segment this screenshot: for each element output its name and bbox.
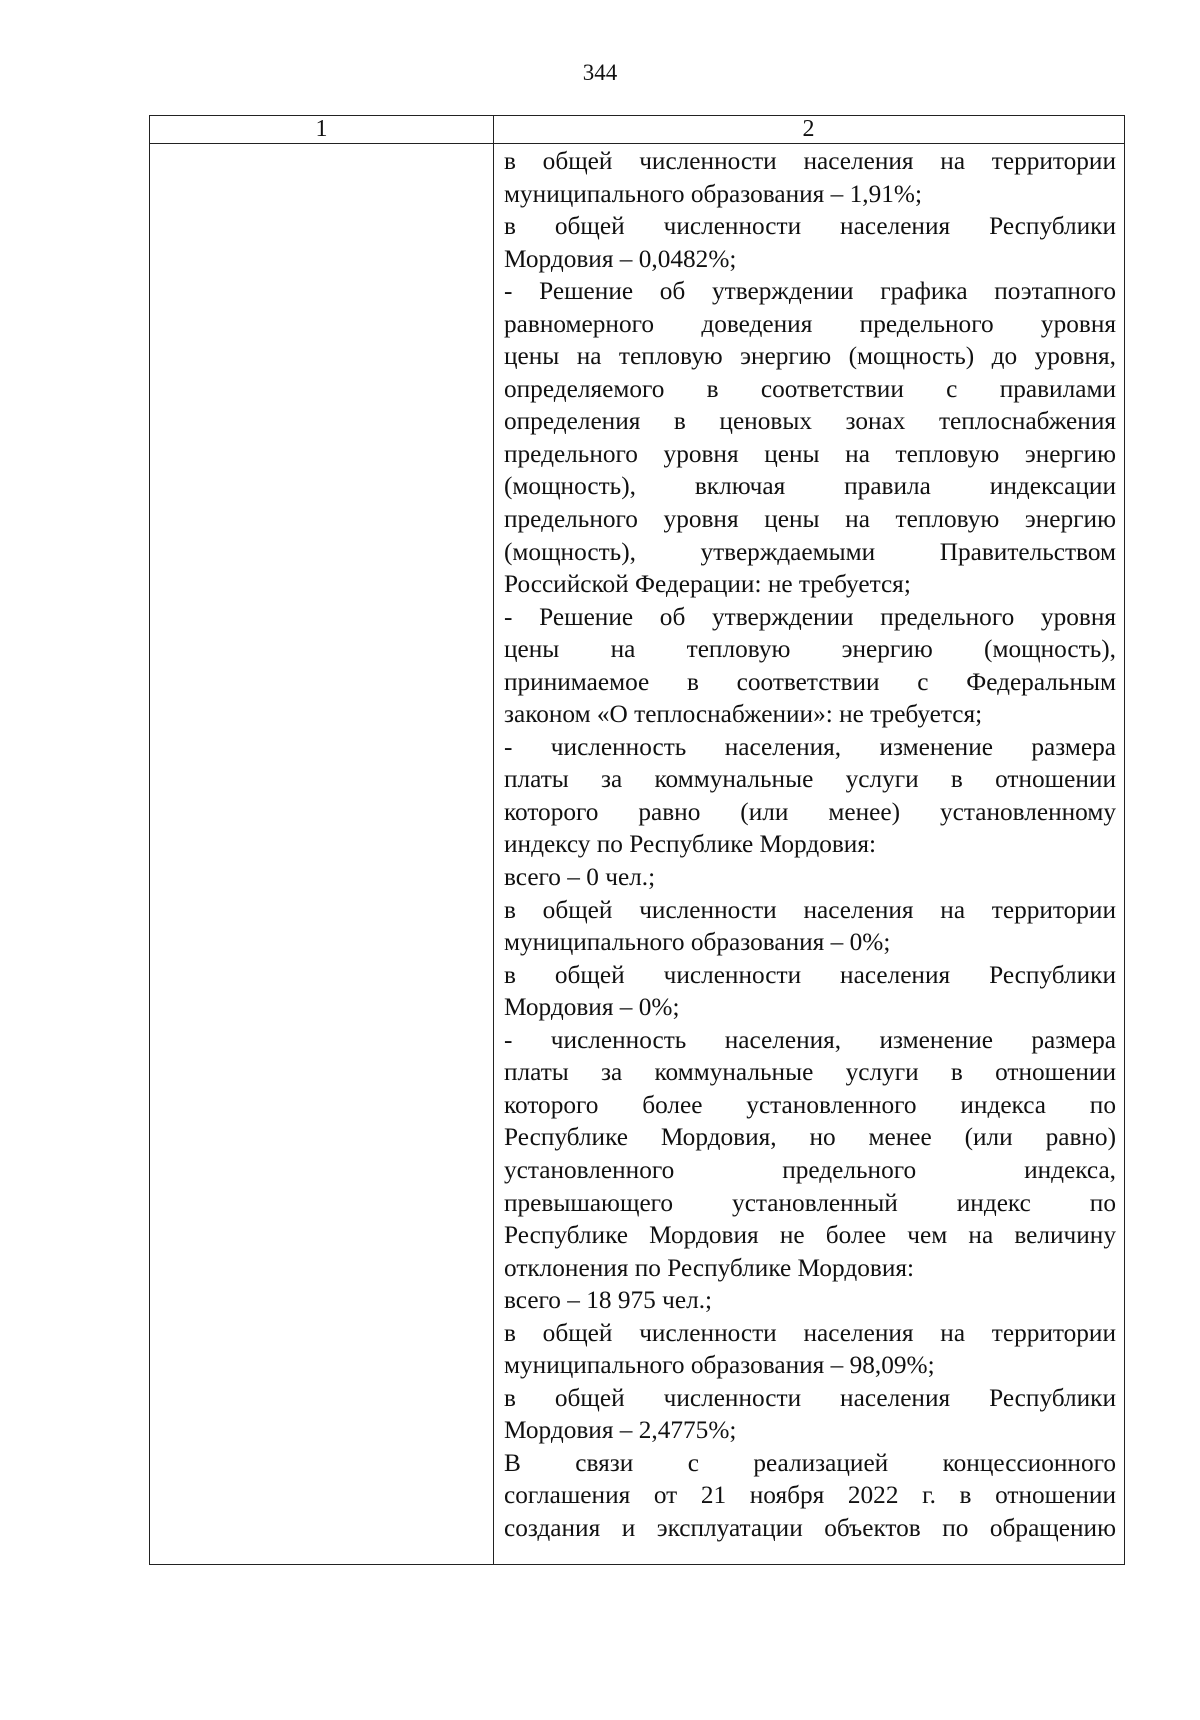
text-line: муниципального образования – 1,91%; (504, 179, 922, 208)
text-line: муниципального образования – 0%; (504, 928, 891, 957)
text-line: равномерного доведения предельного уровня (504, 309, 1116, 338)
text-line: в общей численности населения Республики (504, 1383, 1116, 1412)
column-header-2: 2 (802, 116, 815, 142)
table-header-row (150, 116, 1124, 144)
text-line: всего – 0 чел.; (504, 863, 656, 892)
text-line: принимаемое в соответствии с Федеральным (504, 667, 1116, 696)
column-divider (493, 116, 494, 1564)
text-line: Российской Федерации: не требуется; (504, 570, 911, 599)
column-header-1: 1 (315, 116, 328, 142)
text-line: Мордовия – 0,0482%; (504, 244, 737, 273)
text-line: определяемого в соответствии с правилами (504, 374, 1116, 403)
text-line: платы за коммунальные услуги в отношении (504, 765, 1116, 794)
text-line: в общей численности населения на территории (504, 1318, 1116, 1347)
text-line: отклонения по Республике Мордовия: (504, 1253, 915, 1282)
text-line: установленного предельного индекса, (504, 1155, 1116, 1184)
text-line: в общей численности населения Республики (504, 960, 1116, 989)
page-number: 344 (582, 60, 618, 85)
text-line: - Решение об утверждении предельного уровня (504, 602, 1116, 631)
text-line: в общей численности населения Республики (504, 212, 1116, 241)
text-line: всего – 18 975 чел.; (504, 1286, 713, 1315)
text-line: - численность населения, изменение размера (504, 732, 1116, 761)
text-line: соглашения от 21 ноября 2022 г. в отношении (504, 1481, 1116, 1510)
text-line: - численность населения, изменение размера (504, 1025, 1116, 1054)
table-cell-column-2 (504, 145, 1116, 1545)
text-line: Мордовия – 2,4775%; (504, 1416, 737, 1445)
text-line: (мощность), утверждаемыми Правительством (504, 537, 1116, 566)
text-line: Республике Мордовия, но менее (или равно) (504, 1123, 1116, 1152)
document-table (149, 115, 1125, 1565)
text-line: предельного уровня цены на тепловую энергию (504, 505, 1116, 534)
text-line: цены на тепловую энергию (мощность) до уровня, (504, 342, 1116, 371)
text-line: индексу по Республике Мордовия: (504, 830, 876, 859)
text-line: определения в ценовых зонах теплоснабжения (504, 407, 1116, 436)
text-line: в общей численности населения на территории (504, 895, 1116, 924)
text-line: превышающего установленный индекс по (504, 1188, 1116, 1217)
text-line: - Решение об утверждении графика поэтапного (504, 277, 1116, 306)
text-line: создания и эксплуатации объектов по обращению (504, 1513, 1116, 1542)
text-line: (мощность), включая правила индексации (504, 472, 1116, 501)
text-line: которого более установленного индекса по (504, 1090, 1116, 1119)
text-line: в общей численности населения на территории (504, 147, 1116, 175)
text-line: платы за коммунальные услуги в отношении (504, 1058, 1116, 1087)
text-line: предельного уровня цены на тепловую энергию (504, 439, 1116, 468)
text-line: законом «О теплоснабжении»: не требуется; (504, 700, 983, 729)
text-line: цены на тепловую энергию (мощность), (504, 635, 1116, 664)
text-line: Республике Мордовия не более чем на величину (504, 1221, 1116, 1250)
text-line: муниципального образования – 98,09%; (504, 1351, 935, 1380)
text-line: которого равно (или менее) установленному (504, 797, 1116, 826)
text-line: Мордовия – 0%; (504, 993, 680, 1022)
text-line: В связи с реализацией концессионного (504, 1448, 1116, 1477)
